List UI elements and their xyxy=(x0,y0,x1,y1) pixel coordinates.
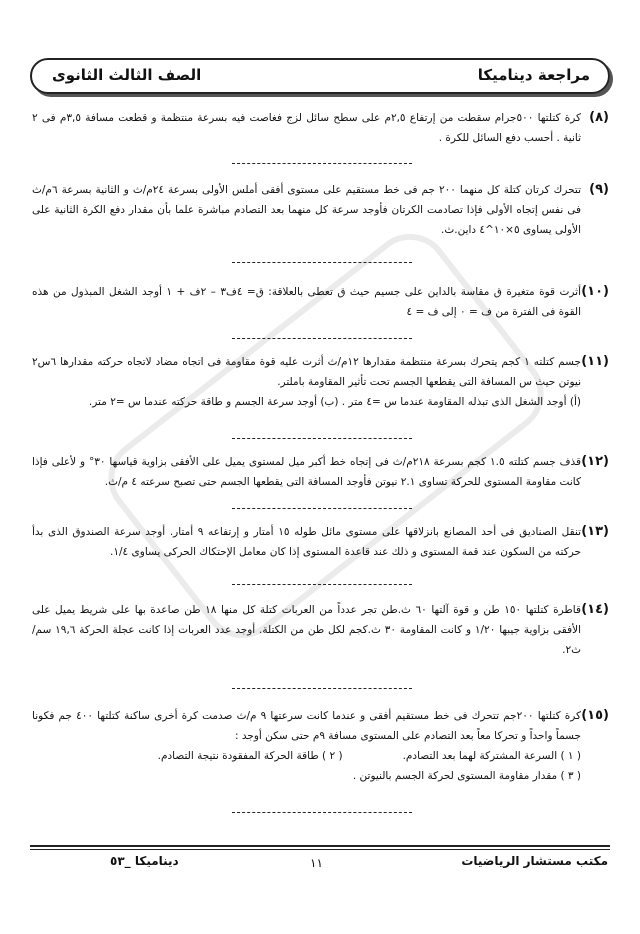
problem-10 xyxy=(32,282,607,322)
separator xyxy=(232,338,412,339)
subquestion-1: ( ١ ) السرعة المشتركة لهما بعد التصادم. xyxy=(402,750,581,762)
subquestion-3: ( ٣ ) مقدار مقاومة المستوى لحركة الجسم بالنيوتن . xyxy=(352,770,581,782)
problem-number: (١٥) xyxy=(581,708,609,723)
problem-number: (١٤) xyxy=(581,602,609,617)
page-title: مراجعة ديناميكا xyxy=(477,66,590,84)
problem-text: قذف جسم كتلته ١.٥ كجم بسرعة ٢١٨م/ث فى إتجاه خط أكبر ميل لمستوى يميل على الأفقى بزاوية قياسها ٣٠° و لأعلى فإذا كانت مقاومة المستوى للحركة تساوى ٢.١ نيوتن فأوجد المسافة التى يقطعها الجسم حتى تصبح سرعته ٤ م/ث. xyxy=(32,456,581,488)
problem-number: (١١) xyxy=(581,354,609,369)
subquestion-2: ( ٢ ) طاقة الحركة المفقودة نتيجة التصادم. xyxy=(157,750,343,762)
footer-publisher: مكتب مستشار الرياضيات xyxy=(461,854,608,868)
problem-text: تنقل الصناديق فى أحد المصانع بانزلاقها على مستوى مائل طوله ١٥ أمتار و إرتفاعه ٩ أمتار. أوجد سرعة الصندوق الذى بدأ حركته من السكون عند قمة المستوى و ذلك عند قاعدة المستوى إذا كان معامل الإحتكاك الحركى يساوى ١/٤. xyxy=(32,526,582,558)
problem-9 xyxy=(32,180,607,240)
footer-rule xyxy=(30,845,610,847)
problem-subquestions: (أ) أوجد الشغل الذى تبذله المقاومة عندما س =٤ متر . (ب) أوجد سرعة الجسم و طاقة حركته عندما س =٢ متر. xyxy=(88,396,581,408)
problem-text: جسم كتلته ١ كجم يتحرك بسرعة منتظمة مقدارها ١٢م/ث أثرت عليه قوة مقاومة فى اتجاه مضاد لاتجاه حركته مقدارها ٦س٢ نيوتن حيث س المسافة التى يقطعها الجسم تحت تأثير المقاومة باملتر. xyxy=(32,356,582,388)
problem-12 xyxy=(32,452,607,492)
footer-code: ديناميكا _٥٣ xyxy=(110,854,179,868)
problem-8 xyxy=(32,108,607,148)
problem-15 xyxy=(32,706,607,786)
page-number: ١١ xyxy=(310,856,323,870)
problem-text: قاطرة كتلتها ١٥٠ طن و قوة آلتها ٦٠ ث.طن تجر عدداً من العربات كتلة كل منها ١٨ طن صاعدة بها على شريط يميل على الأفقى بزاوية جيبها ١/٢٠ و كانت المقاومة ٣٠ ث.كجم لكل طن من الكتلة. أوجد عدد العربات إذا كانت عجلة الحركة ١٩,٦ سم/ث٢. xyxy=(32,604,581,656)
problem-14 xyxy=(32,600,607,660)
problem-11 xyxy=(32,352,607,412)
separator xyxy=(232,262,412,263)
footer-rule-thin xyxy=(30,849,610,850)
separator xyxy=(232,584,412,585)
problem-number: (٨) xyxy=(589,110,609,125)
problem-number: (١٠) xyxy=(581,284,609,299)
problem-subquestions-row xyxy=(32,746,581,766)
separator xyxy=(232,688,412,689)
problem-13 xyxy=(32,522,607,562)
problem-text: كرة كتلتها ٥٠٠جرام سقطت من إرتفاع ٢,٥م على سطح سائل لزج فغاصت فيه بسرعة منتظمة و قطعت مسافة ٣,٥م فى ٢ ثانية . أحسب دفع السائل للكرة . xyxy=(32,112,582,144)
header-box xyxy=(30,58,610,94)
problem-text: كرة كتلتها ٢٠٠جم تتحرك فى خط مستقيم أفقى و عندما كانت سرعتها ٩ م/ث صدمت كرة أخرى ساكنة كتلتها ٤٠٠ جم فكونا جسماً واحداً و تحركا معاً بعد التصادم على المستوى مسافة ٩م حتى سكن أوجد : xyxy=(32,710,581,742)
problem-text: تتحرك كرتان كتلة كل منهما ٢٠٠ جم فى خط مستقيم على مستوى أفقى أملس الأولى بسرعة ٢٤م/ث و الثانية بسرعة ٦م/ث فى نفس إتجاه الأولى فإذا تصادمت الكرتان فأوجد سرعة كل منهما بعد التصادم مباشرة علما بأن مقدار دفع الكرة الثانية على الأولى يساوى ٥×١٠^٤ داين.ث. xyxy=(32,184,581,236)
problem-text: أثرت قوة متغيرة ق مقاسة بالداين على جسيم حيث ق تعطى بالعلاقة: ق= ٤ف٣ – ٢ف + ١ أوجد الشغل المبذول من هذه القوة فى الفترة من ف = ٠ إلى ف = ٤ xyxy=(32,286,581,318)
problem-number: (١٣) xyxy=(581,524,609,539)
separator xyxy=(232,812,412,813)
problem-number: (١٢) xyxy=(581,454,609,469)
separator xyxy=(232,163,412,164)
grade-label: الصف الثالث الثانوى xyxy=(52,66,202,84)
separator xyxy=(232,438,412,439)
separator xyxy=(232,508,412,509)
problem-number: (٩) xyxy=(589,182,609,197)
